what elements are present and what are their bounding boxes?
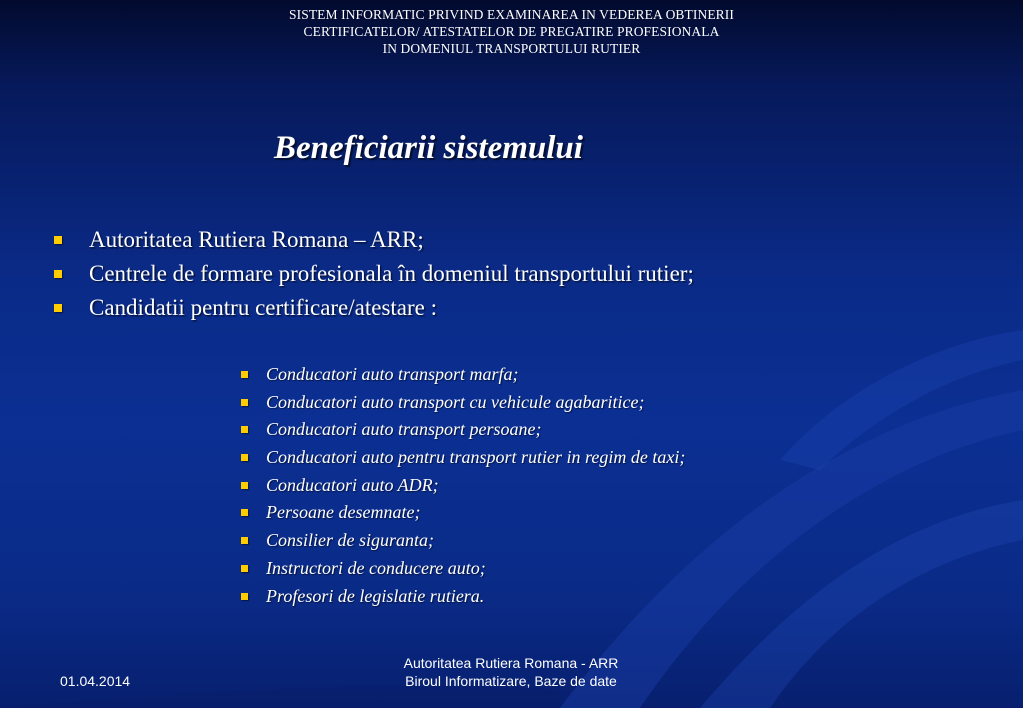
sub-bullet-list: [241, 360, 685, 609]
square-bullet-icon: [54, 270, 62, 278]
square-bullet-icon: [54, 236, 62, 244]
header-system-title: [0, 6, 1023, 57]
footer-org-line-2: Biroul Informatizare, Baze de date: [405, 673, 617, 689]
sub-list-item: [241, 498, 685, 526]
square-bullet-icon: [54, 304, 62, 312]
list-item: [54, 291, 694, 325]
square-bullet-icon: [241, 537, 248, 544]
sub-list-item: [241, 360, 685, 388]
square-bullet-icon: [241, 509, 248, 516]
sub-list-item: [241, 582, 685, 610]
square-bullet-icon: [241, 454, 248, 461]
sub-list-item-text: Conducatori auto transport marfa;: [266, 364, 519, 384]
sub-list-item-text: Instructori de conducere auto;: [266, 557, 486, 578]
square-bullet-icon: [241, 426, 248, 433]
square-bullet-icon: [241, 593, 248, 600]
main-bullet-list: [54, 223, 694, 325]
square-bullet-icon: [241, 371, 248, 378]
list-item: [54, 257, 694, 291]
sub-list-item: [241, 443, 685, 471]
header-line-3: IN DOMENIUL TRANSPORTULUI RUTIER: [382, 41, 641, 56]
sub-list-item-text: Profesori de legislatie rutiera.: [266, 585, 485, 606]
sub-list-item-text: Conducatori auto ADR;: [266, 474, 439, 495]
sub-list-item: [241, 471, 685, 499]
sub-list-item-text: Consilier de siguranta;: [266, 530, 435, 551]
sub-list-item: [241, 554, 685, 582]
square-bullet-icon: [241, 482, 248, 489]
header-line-1: SISTEM INFORMATIC PRIVIND EXAMINAREA IN VEDEREA OBTINERII: [289, 7, 734, 22]
footer-org-line-1: Autoritatea Rutiera Romana - ARR: [403, 655, 619, 671]
sub-list-item: [241, 388, 685, 416]
sub-list-item-text: Conducatori auto transport cu vehicule agabaritice;: [266, 391, 645, 412]
list-item-text: Centrele de formare profesionala în domeniul transportului rutier;: [89, 261, 694, 286]
list-item-text: Autoritatea Rutiera Romana – ARR;: [89, 227, 424, 252]
header-line-2: CERTIFICATELOR/ ATESTATELOR DE PREGATIRE PROFESIONALA: [303, 24, 720, 39]
list-item-text: Candidatii pentru certificare/atestare :: [89, 295, 438, 320]
sub-list-item-text: Persoane desemnate;: [266, 502, 421, 523]
footer-date: 01.04.2014: [60, 673, 131, 689]
sub-list-item-text: Conducatori auto transport persoane;: [266, 419, 542, 440]
sub-list-item: [241, 415, 685, 443]
footer-organization: [380, 654, 642, 690]
slide-title: Beneficiarii sistemului: [274, 130, 583, 166]
square-bullet-icon: [241, 399, 248, 406]
sub-list-item-text: Conducatori auto pentru transport rutier in regim de taxi;: [266, 447, 686, 468]
sub-list-item: [241, 526, 685, 554]
square-bullet-icon: [241, 565, 248, 572]
list-item: [54, 223, 694, 257]
